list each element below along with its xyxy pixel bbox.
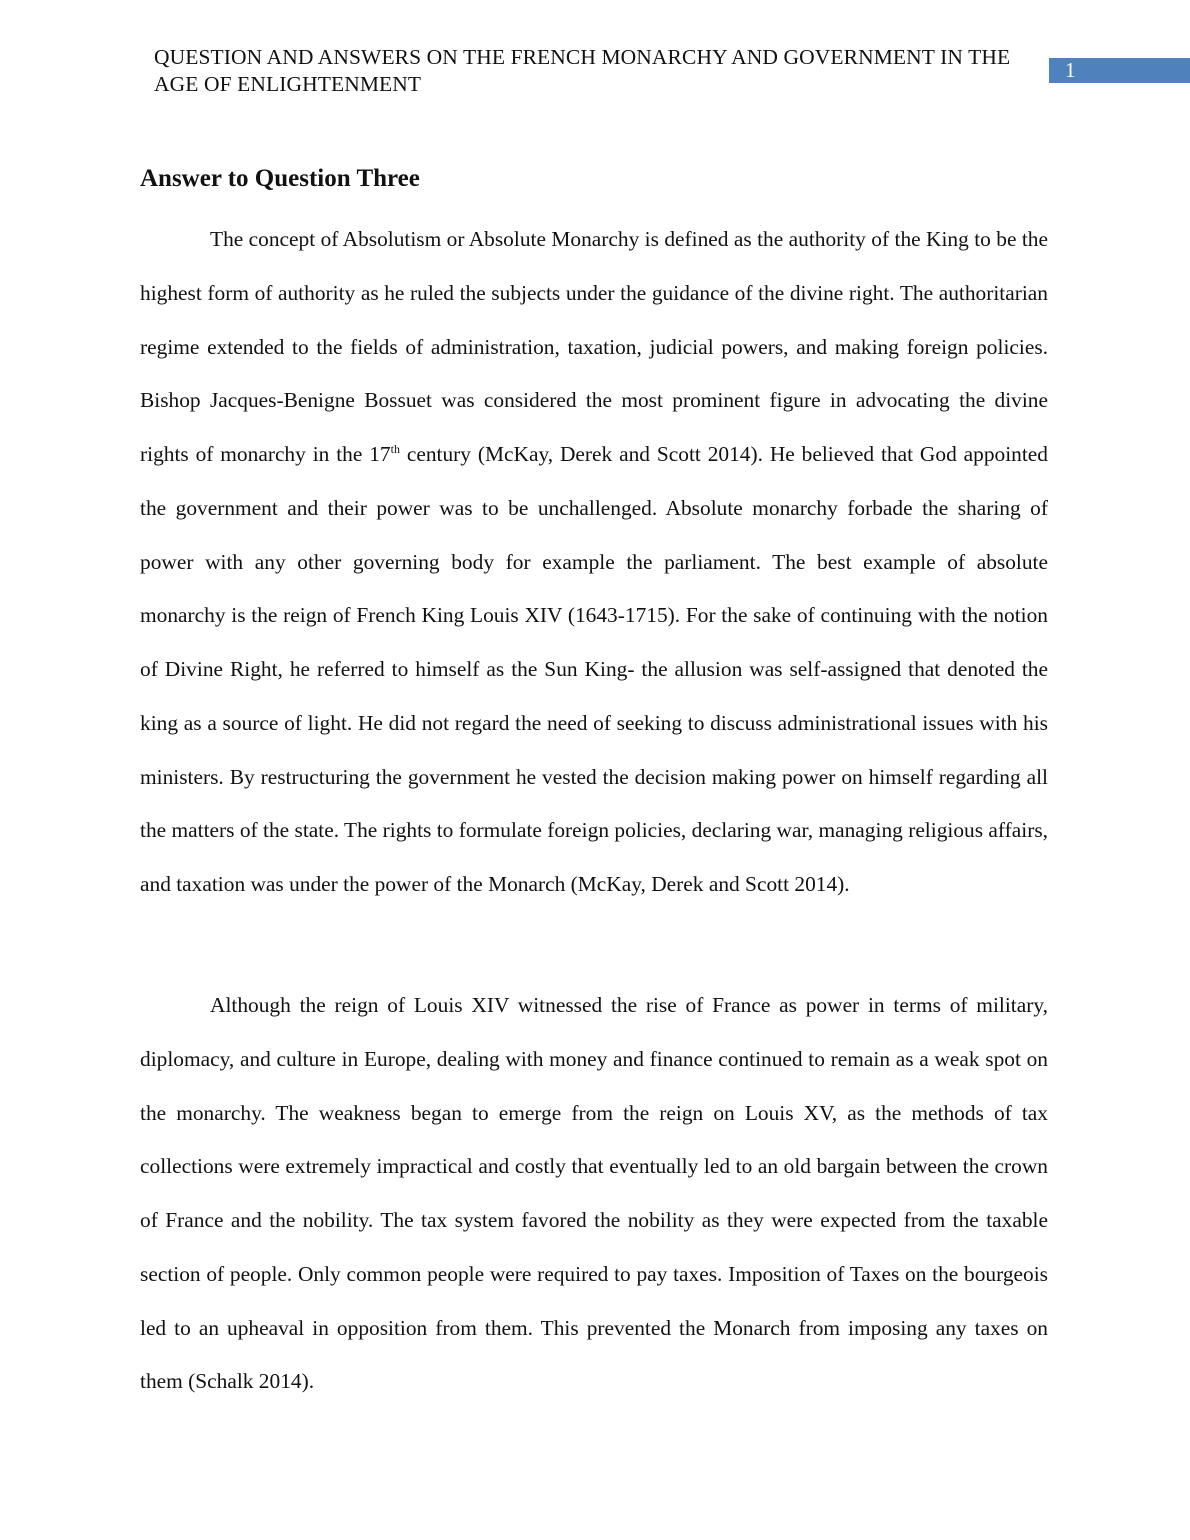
section-heading: Answer to Question Three <box>140 165 420 192</box>
paragraph-1-text-end: century (McKay, Derek and Scott 2014). He believed that God appointed the government and their power was to be unchallenged. Absolute monarchy forbade the sharing of power with any other governing body for example the parliament. The best example of absolute monarchy is the reign of French King Louis XIV (1643-1715). For the sake of continuing with the notion of Divine Right, he referred to himself as the Sun King- the allusion was self-assigned that denoted the king as a source of light. He did not regard the need of seeking to discuss administrational issues with his ministers. By restructuring the government he vested the decision making power on himself regarding all the matters of the state. The rights to formulate foreign policies, declaring war, managing religious affairs, and taxation was under the power of the Monarch (McKay, Derek and Scott 2014). <box>140 442 1048 896</box>
body-paragraph-2: Although the reign of Louis XIV witnessed the rise of France as power in terms of military, diplomacy, and culture in Europe, dealing with money and finance continued to remain as a weak spot on the monarchy. The weakness began to emerge from the reign on Louis XV, as the methods of tax collections were extremely impractical and costly that eventually led to an old bargain between the crown of France and the nobility. The tax system favored the nobility as they were expected from the taxable section of people. Only common people were required to pay taxes. Imposition of Taxes on the bourgeois led to an upheaval in opposition from them. This prevented the Monarch from imposing any taxes on them (Schalk 2014). <box>140 993 1048 1394</box>
superscript-th: th <box>390 442 400 456</box>
page-number-box <box>1049 58 1190 83</box>
body-paragraph-1 <box>140 213 1048 912</box>
page-number: 1 <box>1065 58 1076 82</box>
paragraph-1-text-start: The concept of Absolutism or Absolute Monarchy is defined as the authority of the King to be the highest form of authority as he ruled the subjects under the guidance of the divine right. The authoritarian regime extended to the fields of administration, taxation, judicial powers, and making foreign policies. Bishop Jacques-Benigne Bossuet was considered the most prominent figure in advocating the divine rights of monarchy in the 17 <box>140 227 1048 466</box>
running-header-title: QUESTION AND ANSWERS ON THE FRENCH MONARCHY AND GOVERNMENT IN THE AGE OF ENLIGHTENMENT <box>154 45 1011 96</box>
